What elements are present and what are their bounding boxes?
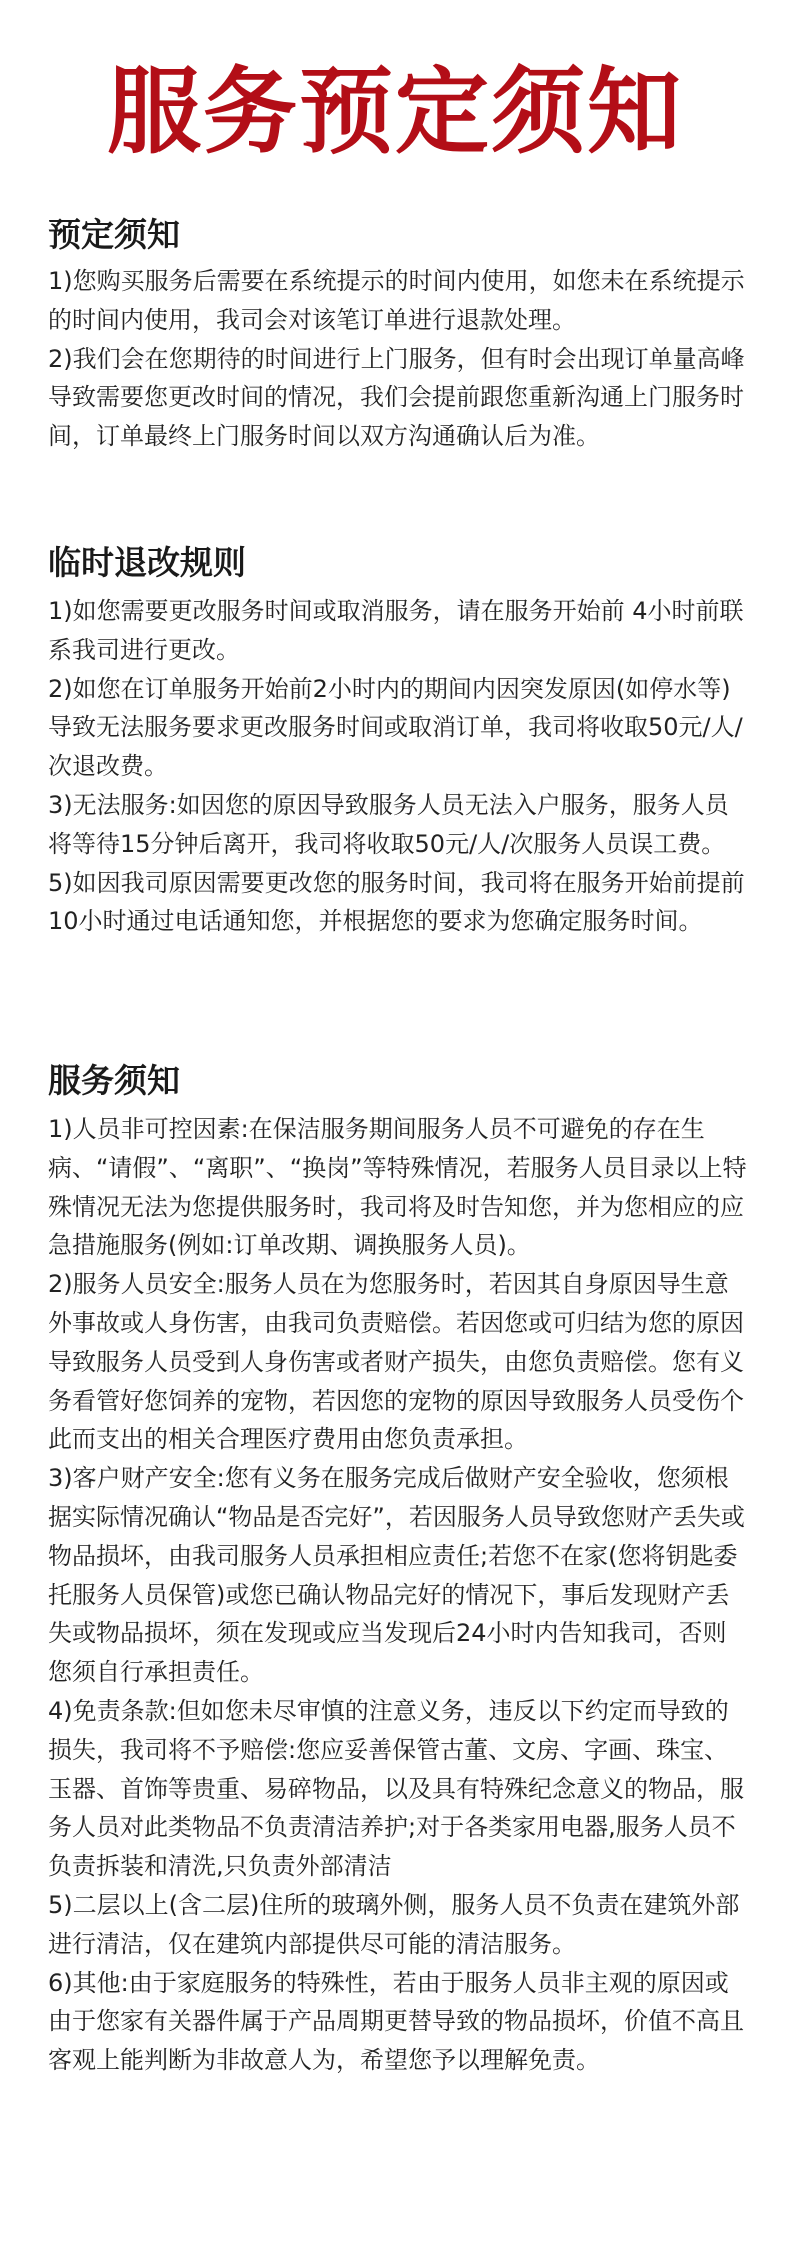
service-item: 6)其他:由于家庭服务的特殊性，若由于服务人员非主观的原因或由于您家有关器件属于产品周期更替导致的物品损坏，价值不高且客观上能判断为非故意人为，希望您予以理解免责。 <box>48 1968 744 2075</box>
section-booking-notice <box>48 212 748 456</box>
service-item: 3)客户财产安全:您有义务在服务完成后做财产安全验收，您须根据实际情况确认“物品是否完好”，若因服务人员导致您财产丢失或物品损坏，由我司服务人员承担相应责任;若您不在家(您将钥匙委托服务人员保管)或您已确认物品完好的情况下，事后发现财产丢失或物品损坏，须在发现或应当发现后24小时内告知我司，否则您须自行承担责任。 <box>48 1464 745 1687</box>
service-item: 1)人员非可控因素:在保洁服务期间服务人员不可避免的存在生病、“请假”、“离职”、“换岗”等特殊情况，若服务人员目录以上特殊情况无法为您提供服务时，我司将及时告知您，并为您相应的应急措施服务(例如:订单改期、调换服务人员)。 <box>48 1115 747 1260</box>
page-title: 服务预定须知 <box>106 58 683 167</box>
service-item: 4)免责条款:但如您未尽审慎的注意义务，违反以下约定而导致的损失，我司将不予赔偿:您应妥善保管古董、文房、字画、珠宝、玉器、首饰等贵重、易碎物品，以及具有特殊纪念意义的物品，服务人员对此类物品不负责清洁养护;对于各类家用电器,服务人员不负责拆装和清洗,只负责外部清洁 <box>48 1696 744 1881</box>
section-service-notice <box>48 1058 748 2080</box>
section-heading-service: 服务须知 <box>48 1061 180 1100</box>
booking-item: 1)您购买服务后需要在系统提示的时间内使用，如您未在系统提示的时间内使用，我司会对该笔订单进行退款处理。 <box>48 267 745 334</box>
booking-item: 2)我们会在您期待的时间进行上门服务，但有时会出现订单量高峰导致需要您更改时间的情况，我们会提前跟您重新沟通上门服务时间，订单最终上门服务时间以双方沟通确认后为准。 <box>48 344 745 451</box>
rule-item: 1)如您需要更改服务时间或取消服务，请在服务开始前 4小时前联系我司进行更改。 <box>48 597 744 664</box>
rule-item: 2)如您在订单服务开始前2小时内的期间内因突发原因(如停水等)导致无法服务要求更改服务时间或取消订单，我司将收取50元/人/次退改费。 <box>48 674 743 781</box>
section-heading-booking: 预定须知 <box>48 215 180 254</box>
service-item: 2)服务人员安全:服务人员在为您服务时，若因其自身原因导生意外事故或人身伤害，由我司负责赔偿。若因您或可归结为您的原因导致服务人员受到人身伤害或者财产损失，由您负责赔偿。您有义务看管好您饲养的宠物，若因您的宠物的原因导致服务人员受伤个此而支出的相关合理医疗费用由您负责承担。 <box>48 1270 744 1454</box>
section-change-rules <box>48 540 748 941</box>
section-heading-change-rules: 临时退改规则 <box>48 543 246 582</box>
rule-item: 5)如因我司原因需要更改您的服务时间，我司将在服务开始前提前10小时通过电话通知您，并根据您的要求为您确定服务时间。 <box>48 868 745 936</box>
rule-item: 3)无法服务:如因您的原因导致服务人员无法入户服务，服务人员将等待15分钟后离开，我司将收取50元/人/次服务人员误工费。 <box>48 790 729 858</box>
service-item: 5)二层以上(含二层)住所的玻璃外侧，服务人员不负责在建筑外部进行清洁，仅在建筑内部提供尽可能的清洁服务。 <box>48 1890 740 1958</box>
